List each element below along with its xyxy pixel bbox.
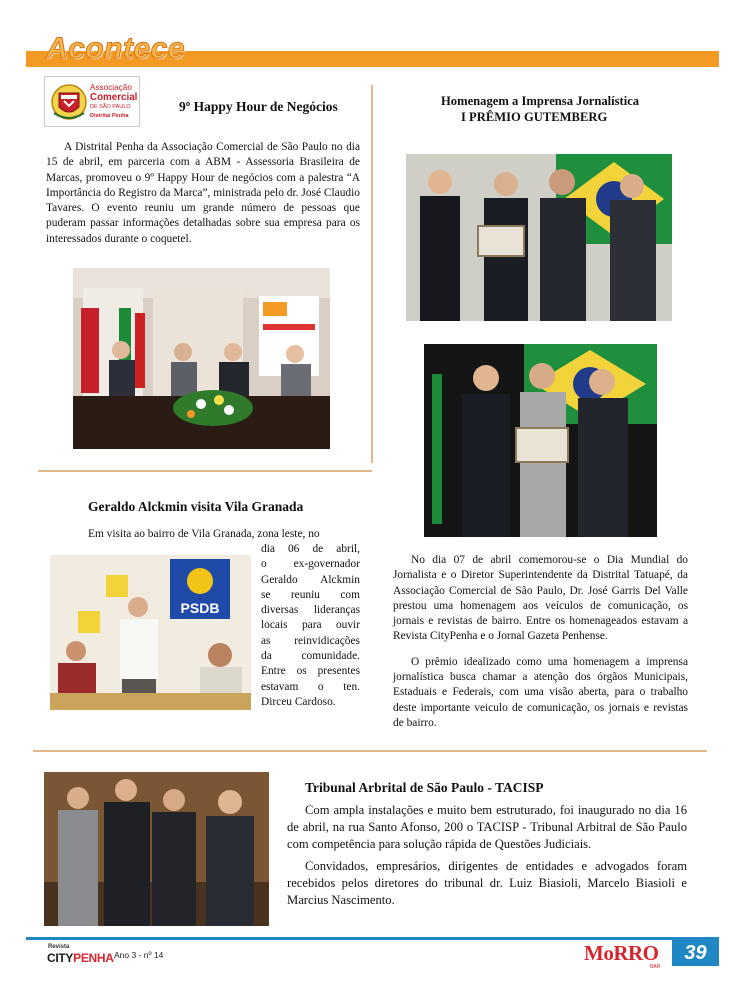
article3-line: as reinvidicações (261, 634, 360, 647)
article4-paragraph-1: Com ampla instalações e muito bem estruturado, foi inaugurado no dia 16 de abril, na rua Santo Afonso, 200 o TACISP - Tribunal Arbitral de São Paulo com competência para solução rápida de Questões Judiciais. (287, 803, 687, 851)
section-title: Acontece (46, 32, 186, 65)
page-number: 39 (672, 940, 719, 966)
article3-line: estavam o ten. (261, 680, 360, 693)
footer-brand-city: CITY (47, 951, 74, 965)
section-divider-left (38, 470, 372, 472)
article2-title-line1: Homenagem a Imprensa Jornalística (441, 94, 640, 108)
article3-intro: Em visita ao bairro de Vila Granada, zona leste, no (88, 528, 320, 540)
article3-line: se reuniu com (261, 588, 360, 601)
article2-body (393, 553, 688, 731)
section-divider-bottom (33, 750, 707, 752)
logo-line-1: Associação (90, 83, 132, 92)
article2-paragraph-2: O prêmio idealizado como uma homenagem a imprensa jornalística busca chamar a atenção dos órgãos Municipais, Estaduais e Federais, com uma visão aberta, para o trabalho deste importante veiculo de comunicação, os jornais e revistas de bairro. (393, 655, 688, 729)
article3-line: Geraldo Alckmin (261, 573, 360, 586)
footer-brand-caption: Revista (48, 944, 70, 950)
article3-line: o ex-governador (261, 558, 360, 571)
article1-title: 9º Happy Hour de Negócios (179, 99, 338, 114)
seal-icon (50, 81, 88, 123)
article3-line: da comunidade. (261, 650, 360, 663)
article2-paragraph-1: No dia 07 de abril comemorou-se o Dia Mundial do Jornalista e o Diretor Superintendente da Distrital Tatuapé, da Associação Comercial de São Paulo, Dr. José Garris Del Valle prestou uma homenagem aos veículos de comunicação, os jornais e revistas de bairro. Entre os homenageados estavam a Revista CityPenha e o Jornal Gazeta Penhense. (393, 554, 688, 643)
article3-body (261, 542, 360, 710)
article3-line: Dirceu Cardoso. (261, 695, 336, 708)
photo-tacisp (44, 772, 269, 926)
footer-rule (26, 937, 719, 940)
article4-title: Tribunal Arbrital de São Paulo - TACISP (305, 780, 544, 795)
article4-body (287, 802, 687, 909)
psdb-banner-text: PSDB (180, 600, 220, 616)
article3-line: dia 06 de abril, (261, 543, 360, 555)
photo-award-trio (424, 344, 657, 537)
photo-alckmin-visit (50, 555, 251, 710)
logo-line-2: Comercial (90, 92, 138, 103)
article3-line: diversas lideranças (261, 604, 360, 617)
photo-award-group (406, 154, 672, 321)
article1-body (46, 140, 360, 247)
column-divider (371, 85, 373, 463)
article1-paragraph: A Distrital Penha da Associação Comercial de São Paulo no dia 15 de abril, em parceria com a ABM - Assessoria Brasileira de Marcas, promoveu o 9º Happy Hour de negócios com a palestra “A Importância do Registro da Marca”, ministrada pelo dr. José Claudio Tavares. O evento reuniu um grande número de pessoas que puderam passar informações detalhadas sobre sua empresa para os interessados durante o coquetel. (46, 141, 360, 245)
footer-brand-logo (47, 951, 114, 965)
photo-happy-hour (73, 268, 330, 449)
logo-line-4: Distrital Penha (90, 113, 129, 119)
logo-line-3: DE SÃO PAULO (90, 104, 131, 110)
footer-issue: Ano 3 - nº 14 (114, 950, 164, 960)
article4-paragraph-2: Convidados, empresários, dirigentes de entidades e advogados foram recebidos pelos diretores do tribunal dr. Luiz Biasioli, Marcelo Biasioli e Marcius Nascimento. (287, 859, 687, 907)
association-logo (44, 76, 140, 127)
article3-line: Entre os presentes (261, 665, 360, 678)
footer-brand-penha: PENHA (73, 951, 114, 965)
article3-line: locais para ouvir (261, 619, 360, 632)
sponsor-logo-sub: BAR (650, 964, 661, 970)
article3-title: Geraldo Alckmin visita Vila Granada (88, 499, 304, 514)
sponsor-logo: MoRRO (584, 941, 659, 965)
article2-title-line2: I PRÊMIO GUTEMBERG (461, 110, 608, 124)
